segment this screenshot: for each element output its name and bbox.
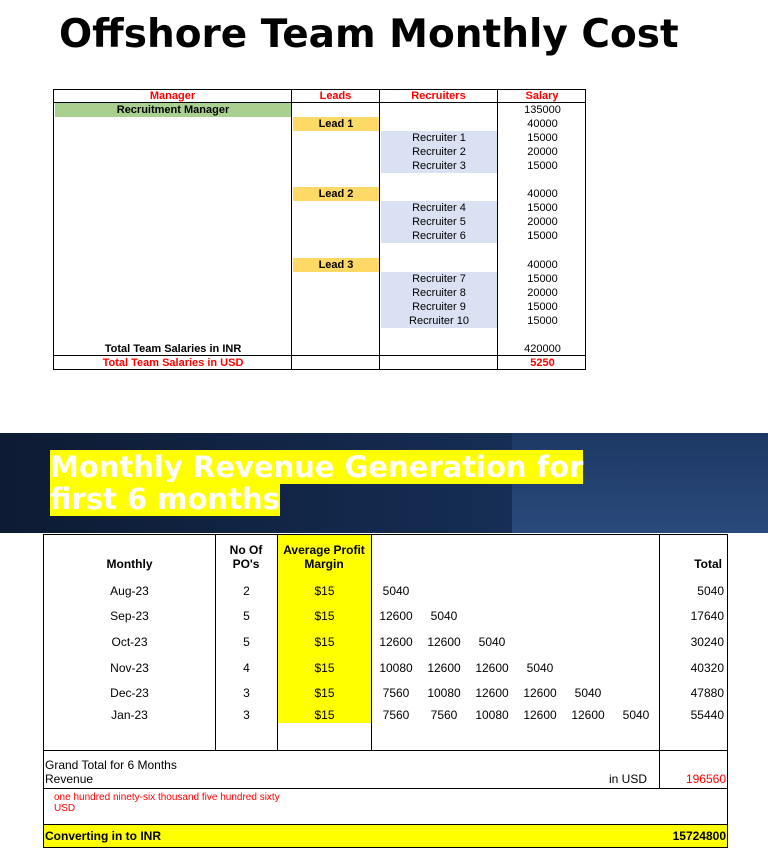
monthly-value: 10080 bbox=[475, 708, 509, 722]
row-margin: $15 bbox=[314, 661, 335, 675]
row-po-count: 4 bbox=[243, 661, 250, 675]
header-salary: Salary bbox=[525, 90, 559, 102]
grand-total-divider bbox=[44, 750, 727, 751]
monthly-value: 12600 bbox=[523, 686, 557, 700]
monthly-value: 12600 bbox=[379, 635, 413, 649]
recruiter-salary: 20000 bbox=[527, 146, 558, 158]
recruiter-name: Recruiter 8 bbox=[381, 286, 497, 300]
monthly-value: 5040 bbox=[430, 609, 458, 623]
recruiter-salary: 20000 bbox=[527, 287, 558, 299]
total-usd-value: 5250 bbox=[530, 357, 555, 369]
recruiter-salary: 20000 bbox=[527, 216, 558, 228]
col-divider bbox=[497, 90, 498, 369]
monthly-value: 5040 bbox=[526, 661, 554, 675]
monthly-value: 12600 bbox=[427, 635, 461, 649]
monthly-value: 7560 bbox=[430, 708, 458, 722]
lead-name: Lead 1 bbox=[293, 117, 379, 131]
recruiter-name: Recruiter 10 bbox=[381, 314, 497, 328]
header-leads: Leads bbox=[319, 90, 352, 102]
row-month: Dec-23 bbox=[110, 686, 149, 700]
row-month: Oct-23 bbox=[111, 635, 148, 649]
recruiter-name: Recruiter 4 bbox=[381, 201, 497, 215]
lead-salary: 40000 bbox=[527, 188, 558, 200]
monthly-value: 5040 bbox=[478, 635, 506, 649]
header-po: No Of PO's bbox=[229, 543, 263, 571]
header-monthly: Monthly bbox=[106, 557, 153, 571]
row-po-count: 3 bbox=[243, 708, 250, 722]
total-inr-value: 420000 bbox=[524, 343, 561, 355]
monthly-value: 10080 bbox=[427, 686, 461, 700]
lead-name: Lead 3 bbox=[293, 258, 379, 272]
recruiter-salary: 15000 bbox=[527, 315, 558, 327]
row-total: 40320 bbox=[690, 661, 724, 675]
row-margin: $15 bbox=[314, 584, 335, 598]
recruiter-salary: 15000 bbox=[527, 273, 558, 285]
words-divider bbox=[44, 788, 727, 789]
monthly-value: 7560 bbox=[382, 708, 410, 722]
row-month: Aug-23 bbox=[110, 584, 149, 598]
row-po-count: 2 bbox=[243, 584, 250, 598]
slide2-title bbox=[50, 451, 610, 515]
header-margin: Average Profit Margin bbox=[283, 543, 365, 571]
recruiter-name: Recruiter 2 bbox=[381, 145, 497, 159]
monthly-value: 5040 bbox=[622, 708, 650, 722]
monthly-value: 12600 bbox=[379, 609, 413, 623]
recruiter-salary: 15000 bbox=[527, 160, 558, 172]
manager-name: Recruitment Manager bbox=[55, 103, 291, 117]
recruiter-name: Recruiter 7 bbox=[381, 272, 497, 286]
row-total: 47880 bbox=[690, 686, 724, 700]
monthly-value: 12600 bbox=[475, 686, 509, 700]
total-usd-label: Total Team Salaries in USD bbox=[102, 357, 244, 369]
row-margin: $15 bbox=[314, 635, 335, 649]
slide1-title: Offshore Team Monthly Cost bbox=[59, 12, 679, 57]
recruiter-salary: 15000 bbox=[527, 230, 558, 242]
row-total: 5040 bbox=[697, 584, 724, 598]
grand-total-label-line2: Revenue bbox=[45, 772, 94, 786]
monthly-value: 12600 bbox=[523, 708, 557, 722]
recruiter-name: Recruiter 9 bbox=[381, 300, 497, 314]
monthly-value: 12600 bbox=[475, 661, 509, 675]
monthly-value: 12600 bbox=[571, 708, 605, 722]
recruiter-name: Recruiter 6 bbox=[381, 229, 497, 243]
header-manager: Manager bbox=[149, 90, 196, 102]
header-recruiters: Recruiters bbox=[411, 90, 466, 102]
lead-salary: 40000 bbox=[527, 118, 558, 130]
amount-in-words: one hundred ninety-six thousand five hundred sixty USD bbox=[54, 792, 280, 814]
slide2-title-text: Monthly Revenue Generation for first 6 months bbox=[50, 450, 584, 516]
monthly-value: 12600 bbox=[427, 661, 461, 675]
row-month: Jan-23 bbox=[111, 708, 148, 722]
inr-label: Converting in to INR bbox=[45, 829, 161, 843]
row-month: Sep-23 bbox=[110, 609, 149, 623]
inr-value: 15724800 bbox=[672, 829, 726, 843]
recruiter-name: Recruiter 1 bbox=[381, 131, 497, 145]
total-inr-label: Total Team Salaries in INR bbox=[104, 343, 242, 355]
header-total: Total bbox=[694, 557, 722, 571]
row-po-count: 5 bbox=[243, 635, 250, 649]
row-month: Nov-23 bbox=[110, 661, 149, 675]
recruiter-salary: 15000 bbox=[527, 202, 558, 214]
monthly-value: 7560 bbox=[382, 686, 410, 700]
manager-salary: 135000 bbox=[524, 104, 561, 116]
lead-name: Lead 2 bbox=[293, 187, 379, 201]
grand-total-label-line1: Grand Total for 6 Months bbox=[45, 758, 177, 772]
row-total: 30240 bbox=[690, 635, 724, 649]
recruiter-name: Recruiter 3 bbox=[381, 159, 497, 173]
row-margin: $15 bbox=[314, 708, 335, 722]
row-po-count: 5 bbox=[243, 609, 250, 623]
team-cost-table bbox=[53, 89, 586, 370]
lead-salary: 40000 bbox=[527, 259, 558, 271]
recruiter-salary: 15000 bbox=[527, 132, 558, 144]
revenue-table bbox=[43, 534, 728, 848]
in-usd-label: in USD bbox=[609, 772, 648, 786]
row-po-count: 3 bbox=[243, 686, 250, 700]
grand-total-label bbox=[45, 758, 177, 786]
row-margin: $15 bbox=[314, 686, 335, 700]
recruiter-salary: 15000 bbox=[527, 301, 558, 313]
col-divider bbox=[291, 90, 292, 369]
monthly-value: 10080 bbox=[379, 661, 413, 675]
grand-total-usd: 196560 bbox=[685, 772, 726, 786]
row-margin: $15 bbox=[314, 609, 335, 623]
col-divider bbox=[379, 90, 380, 369]
monthly-value: 5040 bbox=[382, 584, 410, 598]
monthly-value: 5040 bbox=[574, 686, 602, 700]
row-total: 17640 bbox=[690, 609, 724, 623]
recruiter-name: Recruiter 5 bbox=[381, 215, 497, 229]
row-total: 55440 bbox=[690, 708, 724, 722]
